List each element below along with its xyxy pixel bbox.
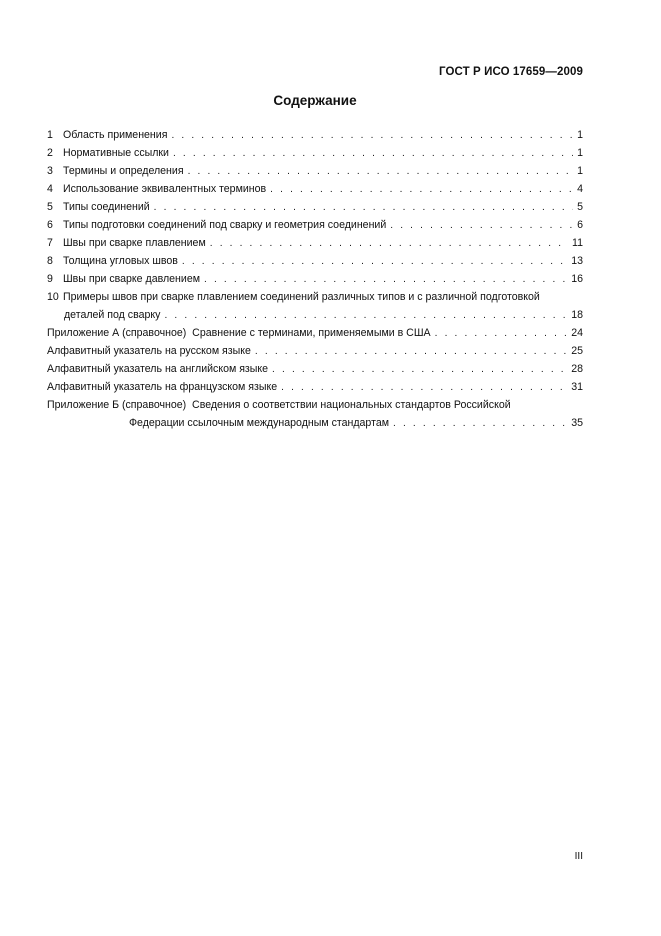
toc-entry-appendix-a[interactable]: [47, 324, 583, 342]
toc-entry-number: 5: [47, 201, 53, 213]
toc-entry-number: 8: [47, 255, 53, 267]
toc-leader-dots: [171, 127, 573, 145]
toc-leader-dots: [393, 415, 567, 433]
toc-entry-index-english[interactable]: [47, 360, 583, 378]
toc-entry-number: 4: [47, 183, 53, 195]
toc-entry-number: 7: [47, 237, 53, 249]
toc-entry-page: 28: [571, 363, 583, 375]
table-of-contents: [47, 126, 583, 432]
toc-entry-number: 10: [47, 291, 59, 303]
toc-entry-text: Нормативные ссылки: [62, 147, 169, 159]
toc-entry-index-french[interactable]: [47, 378, 583, 396]
toc-entry-text-line1: Приложение Б (справочное) Сведения о соответствии национальных стандартов Российской: [47, 399, 511, 411]
toc-entry-7[interactable]: [47, 234, 583, 252]
toc-entry-3[interactable]: [47, 162, 583, 180]
toc-title: Содержание: [273, 93, 357, 108]
toc-entry-text: Толщина угловых швов: [62, 255, 178, 267]
toc-entry-page: 1: [577, 165, 583, 177]
toc-entry-page: 4: [577, 183, 583, 195]
toc-entry-8[interactable]: [47, 252, 583, 270]
toc-entry-page: 25: [571, 345, 583, 357]
toc-leader-dots: [255, 343, 567, 361]
toc-leader-dots: [270, 181, 573, 199]
toc-entry-text: Алфавитный указатель на английском языке: [47, 363, 269, 375]
toc-leader-dots: [164, 307, 567, 325]
toc-entry-page: 1: [577, 129, 583, 141]
toc-leader-dots: [272, 361, 567, 379]
toc-entry-page: 18: [571, 309, 583, 321]
toc-entry-5[interactable]: [47, 198, 583, 216]
toc-leader-dots: [188, 163, 574, 181]
toc-leader-dots: [435, 325, 568, 343]
toc-entry-page: 24: [571, 327, 583, 339]
toc-leader-dots: [390, 217, 573, 235]
toc-entry-number: 2: [47, 147, 53, 159]
toc-entry-text: Термины и определения: [62, 165, 184, 177]
toc-entry-page: 35: [571, 417, 583, 429]
toc-leader-dots: [173, 145, 573, 163]
toc-entry-2[interactable]: [47, 144, 583, 162]
toc-leader-dots: [154, 199, 573, 217]
toc-entry-6[interactable]: [47, 216, 583, 234]
toc-leader-dots: [182, 253, 567, 271]
toc-entry-number: 6: [47, 219, 53, 231]
toc-entry-page: 5: [577, 201, 583, 213]
toc-entry-page: 6: [577, 219, 583, 231]
toc-entry-text: Типы подготовки соединений под сварку и геометрия соединений: [62, 219, 387, 231]
toc-entry-text-line2: Федерации ссылочным международным стандартам: [129, 417, 389, 429]
toc-entry-text-line1: Примеры швов при сварке плавлением соединений различных типов и с различной подготовкой: [62, 291, 540, 303]
toc-entry-text: Швы при сварке плавлением: [62, 237, 206, 249]
toc-entry-text: Швы при сварке давлением: [62, 273, 200, 285]
toc-entry-text: Алфавитный указатель на французском языке: [47, 381, 278, 393]
toc-entry-text: Приложение А (справочное) Сравнение с терминами, применяемыми в США: [47, 327, 431, 339]
toc-entry-4[interactable]: [47, 180, 583, 198]
toc-entry-text: Использование эквивалентных терминов: [62, 183, 267, 195]
toc-entry-page: 1: [577, 147, 583, 159]
toc-entry-text: Типы соединений: [62, 201, 150, 213]
toc-entry-page: 31: [571, 381, 583, 393]
toc-entry-10[interactable]: [47, 288, 583, 324]
toc-entry-number: 1: [47, 129, 53, 141]
toc-entry-appendix-b[interactable]: [47, 396, 583, 432]
toc-entry-index-russian[interactable]: [47, 342, 583, 360]
toc-entry-text-line2: деталей под сварку: [64, 309, 161, 321]
toc-entry-page: 16: [571, 273, 583, 285]
toc-leader-dots: [210, 235, 568, 253]
toc-entry-page: 13: [571, 255, 583, 267]
toc-entry-text: Алфавитный указатель на русском языке: [47, 345, 251, 357]
toc-entry-number: 9: [47, 273, 53, 285]
toc-leader-dots: [204, 271, 567, 289]
toc-entry-text: Область применения: [62, 129, 168, 141]
toc-entry-page: 11: [572, 237, 583, 249]
toc-entry-number: 3: [47, 165, 53, 177]
toc-entry-9[interactable]: [47, 270, 583, 288]
toc-leader-dots: [281, 379, 567, 397]
page-number: III: [574, 851, 583, 862]
toc-entry-1[interactable]: [47, 126, 583, 144]
document-code: ГОСТ Р ИСО 17659—2009: [438, 66, 583, 78]
